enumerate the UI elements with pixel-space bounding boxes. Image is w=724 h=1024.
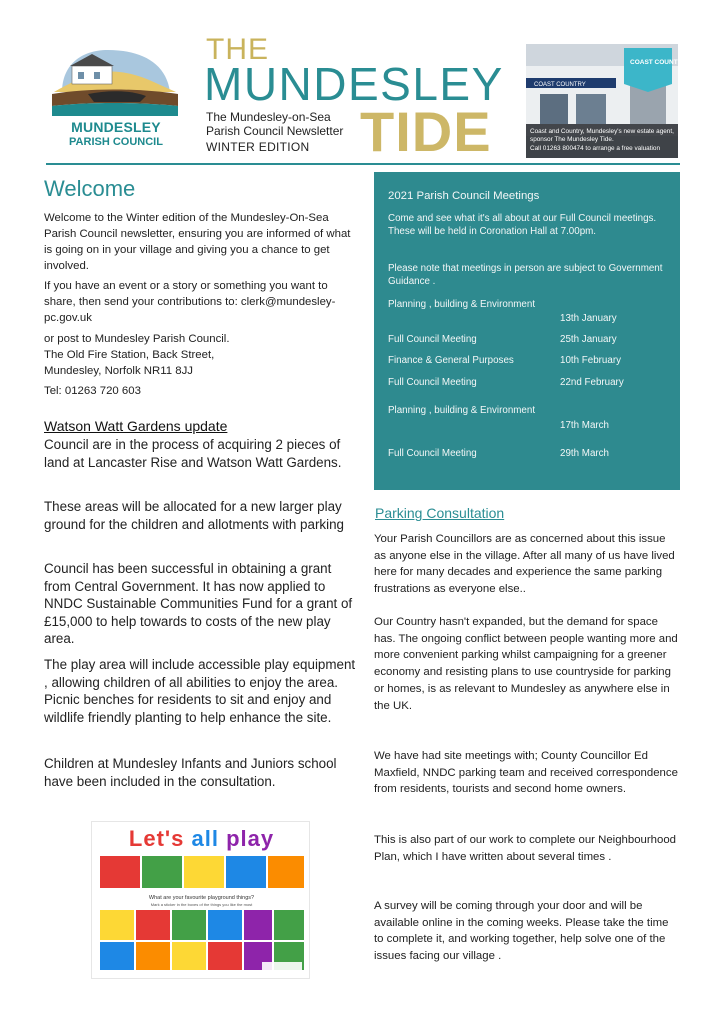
watson-paragraph-1: Council are in the process of acquiring 2 pieces of land at Lancaster Rise and Watson Watt Gardens.: [44, 437, 342, 470]
watson-watt-heading: Watson Watt Gardens update: [44, 418, 228, 434]
contributions-paragraph: If you have an event or a story or something you want to share, then send your contributions to: clerk@mundesley-pc.gov.uk: [44, 280, 336, 324]
lets-all-play-poster: [91, 821, 310, 979]
telephone: Tel: 01263 720 603: [44, 385, 141, 397]
parish-council-meetings-box: [374, 172, 680, 490]
meeting-name: Full Council Meeting: [388, 377, 477, 388]
watson-paragraph-3: Council has been successful in obtaining a grant from Central Government. It has now applied to NNDC Sustainable Communities Fund for a grant of £15,000 to help towards to costs of the new play area.: [44, 561, 353, 646]
play-equipment-illustrations: [92, 822, 311, 980]
newsletter-masthead: [204, 34, 524, 164]
photo-caption-phone: Call 01263 800474 to arrange a free valuation: [530, 145, 661, 152]
welcome-heading: Welcome: [44, 176, 136, 201]
poster-instructions: Mark a sticker in the boxes of the things you like the most: [150, 902, 253, 907]
watson-paragraph-5: Children at Mundesley Infants and Juniors school have been included in the consultation.: [44, 756, 337, 789]
meeting-name: Planning , building & Environment: [388, 405, 536, 416]
masthead-the: THE: [206, 33, 269, 66]
photo-caption: Coast and Country, Mundesley's new estate agent, sponsor The Mundesley Tide.: [530, 128, 674, 143]
meeting-date: 13th January: [560, 313, 617, 324]
meeting-name: Planning , building & Environment: [388, 299, 536, 310]
address-line-2: The Old Fire Station, Back Street,: [44, 349, 215, 361]
meeting-name: Finance & General Purposes: [388, 355, 514, 366]
meeting-date: 17th March: [560, 420, 610, 431]
parish-council-logo: [46, 44, 186, 152]
masthead-tide: TIDE: [360, 100, 492, 163]
parking-paragraph-2: Our Country hasn't expanded, but the demand for space has. The ongoing conflict between people wanting more and more convenient parking whilst campaigning for a greener economy and resisting plans to use countryside for parking or homes, is as relevant to Mundesley as anywhere else in the UK.: [374, 616, 678, 712]
shop-fascia-sign: COAST COUNTRY: [534, 82, 586, 88]
masthead-subtitle-2: Parish Council Newsletter: [206, 124, 344, 138]
parking-paragraph-5: A survey will be coming through your door and will be available online in the coming weeks. Please take the time to complete it, and working together, help solve one of the issues facing our village .: [374, 900, 669, 963]
meetings-heading: 2021 Parish Council Meetings: [388, 190, 540, 202]
parking-paragraph-3: We have had site meetings with; County Councillor Ed Maxfield, NNDC parking team and received correspondence from residents, tourists and second home owners.: [374, 750, 678, 796]
meeting-name: Full Council Meeting: [388, 448, 477, 459]
meeting-name: Full Council Meeting: [388, 334, 477, 345]
parking-consultation-heading: Parking Consultation: [375, 505, 505, 521]
poster-question: What are your favourite playground things?: [148, 895, 255, 901]
parking-paragraph-1: Your Parish Councillors are as concerned about this issue as anyone else in the village. After all many of us have lived here for many decades and experience the same parking frustrations as everyone else..: [374, 533, 675, 596]
meetings-intro: Come and see what it's all about at our Full Council meetings. These will be held in Coronation Hall at 7.00pm.: [388, 213, 657, 237]
header-divider: [46, 163, 680, 165]
meeting-date: 22nd February: [560, 377, 624, 388]
meetings-guidance-note: Please note that meetings in person are subject to Government Guidance .: [388, 263, 663, 287]
watson-paragraph-2: These areas will be allocated for a new larger play ground for the children and allotments with parking: [44, 499, 344, 532]
address-line-1: or post to Mundesley Parish Council.: [44, 333, 230, 345]
masthead-subtitle-1: The Mundesley-on-Sea: [206, 110, 331, 124]
meeting-date: 29th March: [560, 448, 610, 459]
masthead-mundesley: MUNDESLEY: [204, 58, 504, 110]
sponsor-photo: [526, 44, 687, 158]
watson-paragraph-4: The play area will include accessible play equipment , allowing children of all abilities to enjoy the area. Picnic benches for residents to sit and enjoy and wildlife friendly planting to help enhance the site.: [44, 657, 356, 725]
logo-subtitle: PARISH COUNCIL: [69, 136, 163, 148]
meeting-date: 25th January: [560, 334, 617, 345]
welcome-paragraph: Welcome to the Winter edition of the Mundesley-On-Sea Parish Council newsletter, ensuring you are informed of what is going on in your village and giving you a chance to get involved.: [44, 212, 351, 272]
meeting-date: 10th February: [560, 355, 621, 366]
poster-title-word-1: Let's: [128, 826, 185, 851]
poster-title-word-3: play: [226, 826, 275, 851]
address-line-3: Mundesley, Norfolk NR11 8JJ: [44, 365, 193, 377]
parking-paragraph-4: This is also part of our work to complete our Neighbourhood Plan, which I have written about several times .: [374, 834, 677, 863]
masthead-edition: WINTER EDITION: [206, 140, 310, 154]
poster-title-word-2: all: [191, 826, 219, 851]
coastline-logo-illustration: [48, 44, 182, 116]
sign-text: COAST COUNTRY: [630, 59, 687, 66]
logo-name: MUNDESLEY: [71, 119, 161, 135]
